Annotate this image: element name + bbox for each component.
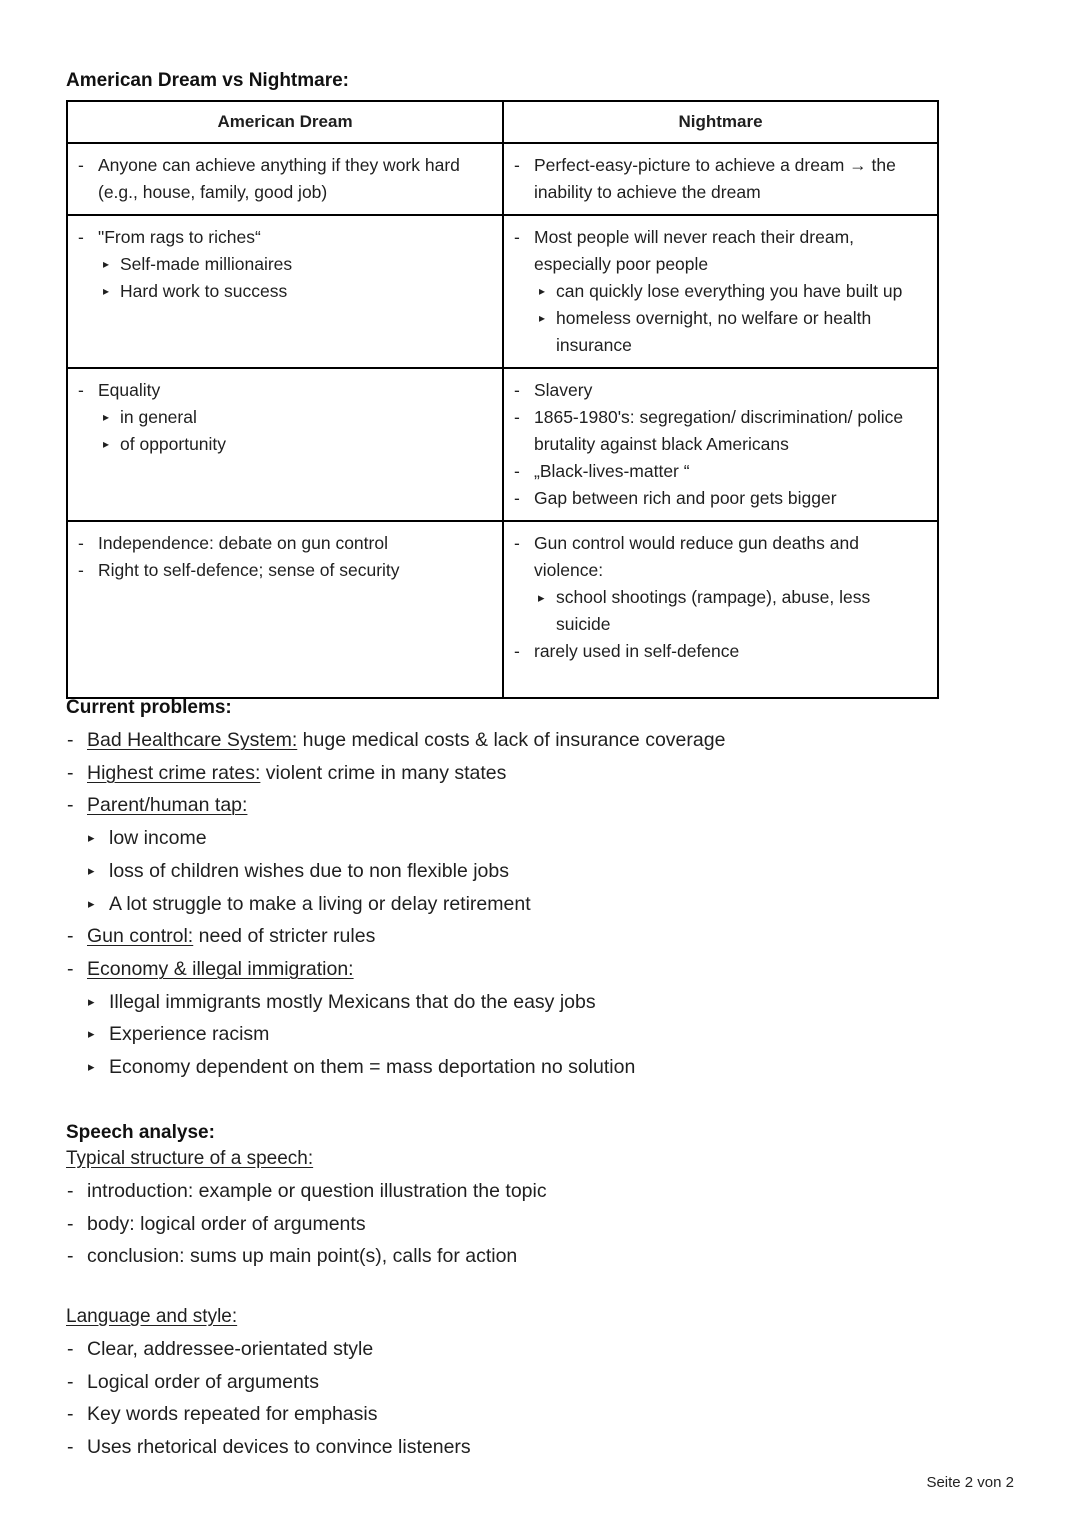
sub-bullet-item: ▸ can quickly lose everything you have built up (512, 278, 929, 305)
problem-label: Highest crime rates: (87, 761, 261, 784)
list-item: - Equality (76, 377, 494, 404)
speech-analyse-title: Speech analyse: (66, 1122, 215, 1143)
dream-nightmare-table (66, 100, 939, 699)
list-item: - Gun control would reduce gun deaths and violence: (512, 530, 929, 584)
list-item: - Key words repeated for emphasis (66, 1398, 471, 1431)
problem-label: Economy & illegal immigration: (87, 957, 354, 980)
language-style-list (66, 1333, 471, 1464)
sub-bullet-item (66, 1051, 725, 1084)
cell-american-dream (67, 368, 503, 521)
sub-bullet-item (66, 822, 725, 855)
list-item: - Gap between rich and poor gets bigger (512, 485, 929, 512)
list-item: - Independence: debate on gun control (76, 530, 494, 557)
list-item: - Anyone can achieve anything if they work hard (e.g., house, family, good job) (76, 152, 494, 206)
sub-bullet-item (66, 986, 725, 1019)
problem-text: huge medical costs & lack of insurance coverage (297, 729, 726, 751)
list-item (66, 920, 725, 953)
cell-american-dream (67, 521, 503, 698)
list-item: - Most people will never reach their dream, especially poor people (512, 224, 929, 278)
table-row (67, 368, 938, 521)
current-problems-list (66, 724, 725, 1084)
list-item: - 1865-1980's: segregation/ discrimination/ police brutality against black Americans (512, 404, 929, 458)
sub-bullet-item: ▸ homeless overnight, no welfare or health insurance (512, 305, 929, 359)
list-item (66, 757, 725, 790)
cell-nightmare (503, 368, 938, 521)
sub-bullet-item: ▸ in general (76, 404, 494, 431)
table-row (67, 215, 938, 368)
table-header-row (67, 101, 938, 143)
cell-american-dream (67, 215, 503, 368)
problem-label: Bad Healthcare System: (87, 729, 298, 751)
list-item: - Right to self-defence; sense of security (76, 557, 494, 584)
list-item: - „Black-lives-matter “ (512, 458, 929, 485)
problem-label: Parent/human tap: (87, 794, 248, 817)
list-item (66, 724, 725, 757)
problem-text: A lot struggle to make a living or delay retirement (109, 892, 531, 915)
problem-text: Economy dependent on them = mass deportation no solution (109, 1056, 636, 1079)
problem-text: loss of children wishes due to non flexible jobs (109, 859, 509, 882)
list-item: - Clear, addressee-orientated style (66, 1333, 471, 1366)
sub-bullet-item: ▸ of opportunity (76, 431, 494, 458)
section-title-american-dream: American Dream vs Nightmare: (66, 70, 349, 91)
table-row (67, 143, 938, 215)
speech-structure-list (66, 1175, 547, 1273)
cell-nightmare (503, 143, 938, 215)
list-item: - Logical order of arguments (66, 1366, 471, 1399)
language-style-title: Language and style: (66, 1306, 238, 1327)
sub-bullet-item (66, 1018, 725, 1051)
list-item: - introduction: example or question illustration the topic (66, 1175, 547, 1208)
problem-label: Gun control: (87, 925, 194, 948)
list-item (66, 789, 725, 822)
problem-text: need of stricter rules (193, 925, 376, 948)
sub-bullet-item: ▸ school shootings (rampage), abuse, less suicide (512, 584, 929, 638)
list-item: - Uses rhetorical devices to convince listeners (66, 1431, 471, 1464)
header-nightmare: Nightmare (503, 101, 938, 143)
list-item: - body: logical order of arguments (66, 1208, 547, 1241)
current-problems-title: Current problems: (66, 697, 232, 718)
header-american-dream: American Dream (67, 101, 503, 143)
list-item: - "From rags to riches“ (76, 224, 494, 251)
problem-text: violent crime in many states (260, 761, 507, 784)
page-number: Seite 2 von 2 (926, 1474, 1014, 1491)
list-item (66, 953, 725, 986)
speech-structure-title: Typical structure of a speech: (66, 1148, 314, 1169)
sub-bullet-item (66, 855, 725, 888)
table-row (67, 521, 938, 698)
list-item: - rarely used in self-defence (512, 638, 929, 665)
problem-text: Experience racism (109, 1023, 270, 1046)
problem-text: Illegal immigrants mostly Mexicans that do the easy jobs (109, 990, 596, 1013)
sub-bullet-item (66, 888, 725, 921)
list-item: - Slavery (512, 377, 929, 404)
cell-american-dream (67, 143, 503, 215)
list-item: - Perfect-easy-picture to achieve a dream → the inability to achieve the dream (512, 152, 929, 206)
cell-nightmare (503, 215, 938, 368)
cell-nightmare (503, 521, 938, 698)
sub-bullet-item: ▸ Self-made millionaires (76, 251, 494, 278)
sub-bullet-item: ▸ Hard work to success (76, 278, 494, 305)
problem-text: low income (109, 827, 207, 850)
list-item: - conclusion: sums up main point(s), calls for action (66, 1240, 547, 1273)
